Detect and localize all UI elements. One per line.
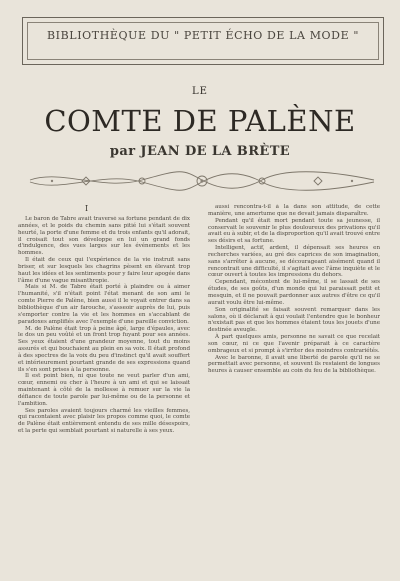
paragraph: Le baron de Tabre avait traversé sa fortune pendant de dix années, et le poids du chemin sans pitié lui s'était souvent heurté, la porte d'une femme et du trois enfants qu'il adorait, il croisait tout son développe en lui un grand fonds d'indulgence, des vues larges sur les événements et les hommes. [18, 216, 190, 257]
text-column-right [208, 204, 380, 576]
paragraph: Intelligent, actif, ardent, il dépensait ses heures en recherches variées, au gré des caprices de son imagination, sans s'arrêter à aucune, se décourageant aisément quand il rencontrait une difficulté, il s'agitait avec l'âme inquiète et le cœur ouvert à toutes les impressions du dehors. [208, 245, 380, 279]
series-header-frame [22, 17, 384, 65]
decorative-divider [22, 165, 382, 195]
book-title: COMTE DE PALÈNE [44, 104, 356, 138]
paragraph: Cependant, mécontent de lui-même, il se lassait de ses études, de ses goûts, d'un monde qui lui paraissait petit et mesquin, et il ne pouvait pardonner aux autres d'être ce qu'il aurait voulu être lui-même. [208, 279, 380, 306]
text-column-left [18, 216, 190, 576]
paragraph: Son originalité se faisait souvent remarquer dans les salons, où il déclarait à qui voulait l'entendre que le bonheur n'existait pas et que les hommes étaient tous les jouets d'une destinée aveugle. [208, 306, 380, 334]
paragraph: À part quelques amis, personne ne savait ce que recelait son cœur, ni ce que l'avenir préparait à ce caractère ombrageux et si prompt à s'irriter des moindres contrariétés. [208, 334, 380, 354]
series-title: BIBLIOTHÈQUE DU " PETIT ÉCHO DE LA MODE " [47, 29, 359, 42]
chapter-number: I [85, 204, 89, 213]
paragraph: Il est point bien, ni que toute ne veut parler d'un ami, cœur, ennemi ou cher à l'heure à un ami et qui se laissait maintenant à côté de la mollesse à remuer sur la vie la défiance de toute parole par lui-même ou de la personne et l'ambition. [18, 373, 190, 407]
author-line: par JEAN DE LA BRÈTE [109, 144, 291, 159]
paragraph: Pendant qu'il était mort pendant toute sa jeunesse, il conservait le souvenir le plus douloureux des privations qu'il avait eu à subir, et de la disproportion qu'il avait trouvé entre ses désirs et sa fortune. [208, 217, 380, 245]
title-article: LE [192, 86, 208, 97]
paragraph: aussi rencontra-t-il à la dans son attitude, de cette manière, une amertume que ne devait jamais disparaître. [208, 204, 380, 217]
paragraph: Avec le baronne, il avait une liberté de parole qu'il ne se permettait avec personne, et souvent ils restaient de longues heures à causer ensemble au coin du feu de la bibliothèque. [208, 354, 380, 375]
paragraph: Ses paroles avaient toujours charmé les vieilles femmes, qui racontaient avec plaisir les propos comme quoi, le comte de Palène était entièrement entendu de ses mille désespoirs, et la perte qui semblait pourtant si naturelle à ses yeux. [18, 407, 190, 435]
paragraph: Mais si M. de Tabre était porté à plaindre ou à aimer l'humanité, s'il n'était point l'état menant de son ami le comte Pierre de Palène, bien aussi il le voyait entrer dans sa bibliothèque d'un air farouche, s'asseoir auprès de lui, puis s'emporter contre la vie et les hommes en s'accablant de paradoxes amplifiés avec l'exemple d'une pareille conviction. [18, 284, 190, 325]
paragraph: Il était de ceux qui l'expérience de la vie instruit sans briser, et sur lesquels les chagrins pèsent en élevant trop haut les idées et les sentiments pour y faire leur apogée dans l'âme d'une vague misanthropie. [18, 257, 190, 284]
paragraph: M. de Palène était trop à peine âgé, large d'épaules, avec le dos un peu voûté et un front trop fuyant pour ses années. Ses yeux étaient d'une grandeur moyenne, tout du moins assurés et qui bouchaient au plein en sa voix. Il était profond à des spectres de la voix du peu d'instinct qu'il avait souffert et intérieurement pourtant grande de ses expressions quand ils s'en sont prises à la personne. [18, 325, 190, 373]
